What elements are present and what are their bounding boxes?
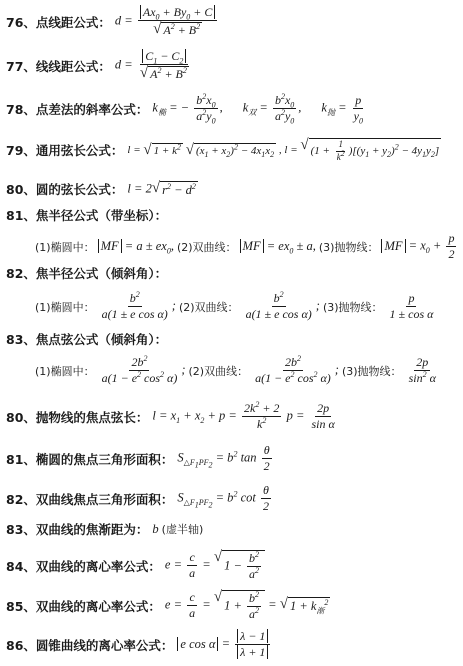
formula-slope-parabola: $k_抛$ = $\frac{p}{y_0}$: [321, 93, 363, 126]
item-label: 双曲线焦点三角形面积：: [35, 491, 174, 507]
formula-row-85: [6, 590, 330, 621]
sublabel-hyperbola: (2)双曲线：: [176, 240, 237, 254]
item-number: 83、: [6, 522, 36, 537]
formula-focal-chord-parabola: $\frac{2p}{\sin^2 \alpha}$: [408, 355, 436, 386]
formula-focal-chord-ellipse: $\frac{2b^2}{a(1 - e^2 \cos^2 \alpha)}$ ;: [101, 354, 186, 386]
item-label: 焦半径公式（带坐标）：: [35, 208, 168, 223]
formula-line-line-distance: d = $C_1 - C_2$ √ $A^2 + B^2$: [114, 49, 187, 82]
formula-row-84: [6, 550, 265, 581]
formula-focal-chord-hyperbola: $\frac{2b^2}{a(1 - e^2 \cos^2 \alpha)}$ ;: [255, 354, 339, 386]
heading-row-81: [6, 206, 171, 224]
item-label: 焦半径公式（倾斜角）：: [35, 266, 168, 281]
item-number: 80、: [6, 409, 36, 425]
item-label: 双曲线的离心率公式：: [35, 558, 161, 574]
formula-hyperbola-focal-triangle-area: $S_{\triangle F_1PF_2} = b^2$ cot $\frac{\theta}{2}$: [177, 483, 269, 514]
item-number: 80、: [6, 182, 36, 197]
item-number: 86、: [6, 637, 36, 653]
sublabel-hyperbola: (2)双曲线：: [178, 300, 239, 314]
formula-row-81-detail: [32, 232, 458, 261]
sublabel-ellipse: (1)椭圆中：: [35, 240, 95, 254]
formula-chord-length: l = √ $1 + k^2$ √ $(x_1 + x_2)^2 - 4x_1x_2$ , l = √ (1 + $\frac{1}{k^2}$ )$[(y_1 + y_2)^2 - 4y_1y_2]$: [127, 137, 440, 162]
formula-row-81b: [6, 444, 274, 473]
sublabel-virtual-semi-axis: (虚半轴): [161, 523, 204, 536]
slope-subscript-parabola: 抛: [326, 108, 335, 118]
sublabel-parabola: (3)抛物线：: [318, 240, 379, 254]
formula-focus-asymptote-distance: b: [152, 521, 159, 536]
formula-slope-ellipse: $k_椭$ = − $\frac{b^2x_0}{a^2y_0}$ ,: [152, 92, 223, 126]
item-label: 点线距公式：: [35, 14, 111, 30]
formula-row-82b: [6, 484, 273, 513]
formula-row-80b: [6, 402, 339, 431]
item-number: 76、: [6, 14, 36, 30]
formula-row-79: [6, 138, 441, 163]
formula-angle-focal-ellipse: $\frac{b^2}{\text{a(1 ± e cos α)}}$ ;: [101, 290, 176, 322]
formula-row-83-detail: [32, 356, 440, 385]
formula-row-82-detail: [32, 292, 437, 321]
item-number: 84、: [6, 558, 36, 574]
formula-slope-hyperbola: $k_双$ = $\frac{b^2x_0}{a^2y_0}$ ,: [242, 92, 302, 126]
item-label: 椭圆的焦点三角形面积：: [35, 451, 174, 467]
item-label: 圆的弦长公式：: [35, 182, 124, 197]
item-number: 82、: [6, 266, 36, 281]
item-label: 通用弦长公式：: [35, 143, 124, 159]
item-number: 78、: [6, 101, 36, 117]
slope-subscript-ellipse: 椭: [157, 108, 166, 118]
formula-focal-radius-ellipse: MF = $a \pm ex_0$,: [98, 239, 174, 254]
item-label: 点差法的斜率公式：: [35, 101, 149, 117]
formula-row-76: [6, 6, 219, 37]
sublabel-hyperbola: (2)双曲线：: [188, 364, 249, 378]
item-label: 圆锥曲线的离心率公式：: [35, 637, 174, 653]
item-number: 82、: [6, 491, 36, 507]
heading-row-82: [6, 264, 171, 282]
item-label: 抛物线的焦点弦长：: [35, 409, 149, 425]
item-number: 79、: [6, 143, 36, 159]
formula-row-78: [6, 92, 367, 126]
item-label: 双曲线的焦渐距为：: [35, 522, 149, 537]
sublabel-ellipse: (1)椭圆中：: [35, 300, 95, 314]
formula-row-80: [6, 180, 198, 198]
item-label: 线线距公式：: [35, 58, 111, 74]
formula-eccentricity-85: e = $\frac{c}{a}$ = √ 1 + $\frac{b^2}{a^2}$ = √ $1 + k_渐^2$: [164, 589, 329, 622]
formula-point-line-distance: d = $Ax_0 + By_0 + C$ √ $A^2 + B^2$: [115, 6, 219, 37]
formula-angle-focal-parabola: $\frac{p}{\text{1 ± cos α}}$: [389, 291, 434, 322]
formula-ellipse-focal-triangle-area: $S_{\triangle F_1PF_2} = b^2$ tan $\frac{\theta}{2}$: [177, 443, 270, 474]
sublabel-parabola: (3)抛物线：: [322, 300, 383, 314]
heading-row-83: [6, 330, 171, 348]
formula-eccentricity-84: e = $\frac{c}{a}$ = √ 1 − $\frac{b^2}{a^2}$: [165, 550, 265, 581]
formula-angle-focal-hyperbola: $\frac{b^2}{\text{a(1 ± e cos α)}}$ ;: [245, 290, 320, 322]
item-number: 81、: [6, 208, 36, 223]
formula-focal-radius-hyperbola: MF = $ex_0 \pm a$,: [240, 239, 316, 254]
formula-parabola-focal-chord: $l = x_1 + x_2 + p$ = $\frac{2k^2 + 2}{k^2}$ p = $\frac{2p}{\text{sin α}}$: [152, 400, 335, 432]
formula-focal-radius-parabola: MF = $x_0$ + $\frac{p}{2}$: [381, 232, 458, 261]
formula-row-77: [6, 50, 193, 81]
item-number: 81、: [6, 451, 36, 467]
formula-row-83b: [6, 520, 206, 538]
item-number: 83、: [6, 332, 36, 347]
sublabel-ellipse: (1)椭圆中：: [35, 364, 95, 378]
item-number: 77、: [6, 58, 36, 74]
formula-conic-eccentricity: e cos α = $\frac{\lambda - 1}{\lambda + 1}$: [177, 630, 272, 659]
item-label: 双曲线的离心率公式：: [35, 598, 161, 614]
formula-circle-chord: l = 2 √ $r^2 - d^2$: [127, 179, 196, 197]
item-label: 焦点弦公式（倾斜角）：: [35, 332, 168, 347]
slope-subscript-hyperbola: 双: [248, 108, 257, 118]
item-number: 85、: [6, 598, 36, 614]
formula-row-86: [6, 630, 272, 659]
sublabel-parabola: (3)抛物线：: [341, 364, 402, 378]
